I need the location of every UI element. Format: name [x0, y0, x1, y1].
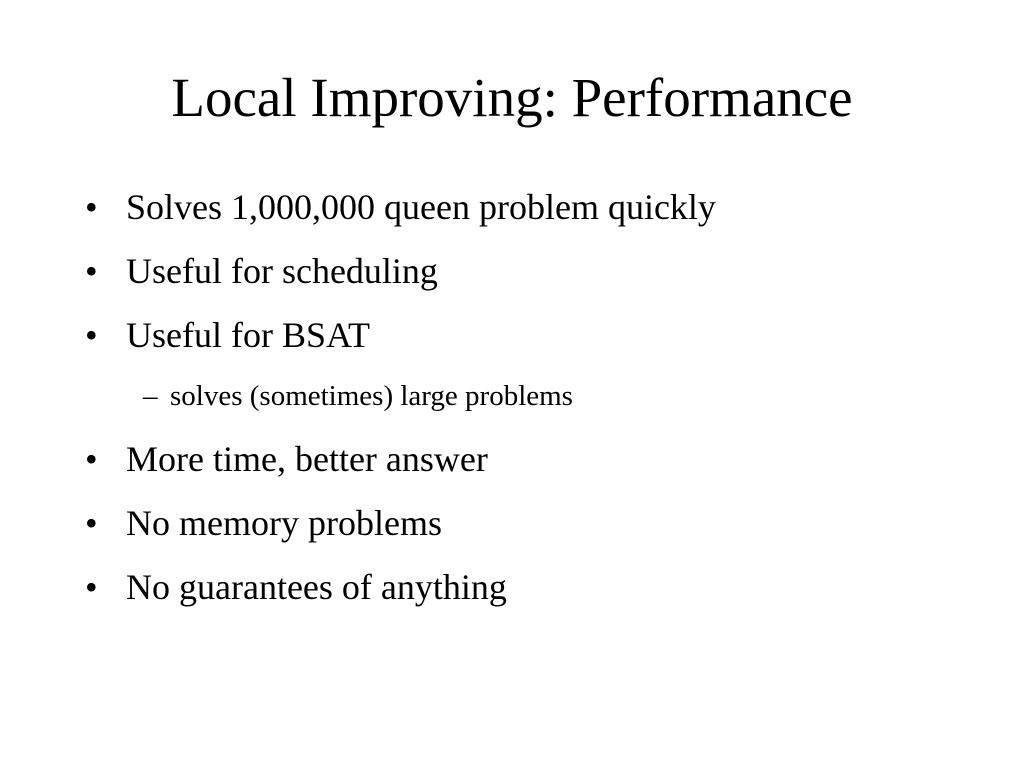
bullet-text: Useful for BSAT — [126, 315, 370, 355]
sub-bullet-text: solves (sometimes) large problems — [170, 380, 573, 412]
sub-bullet-marker: – — [143, 380, 158, 412]
bullet-text: Solves 1,000,000 queen problem quickly — [126, 187, 716, 227]
bullet-text: No guarantees of anything — [126, 567, 507, 607]
bullet-marker: • — [85, 503, 98, 543]
bullet-text: No memory problems — [126, 503, 442, 543]
bullet-text: More time, better answer — [126, 439, 488, 479]
bullet-marker: • — [85, 567, 98, 607]
slide-title: Local Improving: Performance — [171, 67, 853, 128]
bullet-marker: • — [85, 315, 98, 355]
bullet-marker: • — [85, 187, 98, 227]
bullet-marker: • — [85, 251, 98, 291]
bullet-marker: • — [85, 439, 98, 479]
bullet-text: Useful for scheduling — [126, 251, 438, 291]
